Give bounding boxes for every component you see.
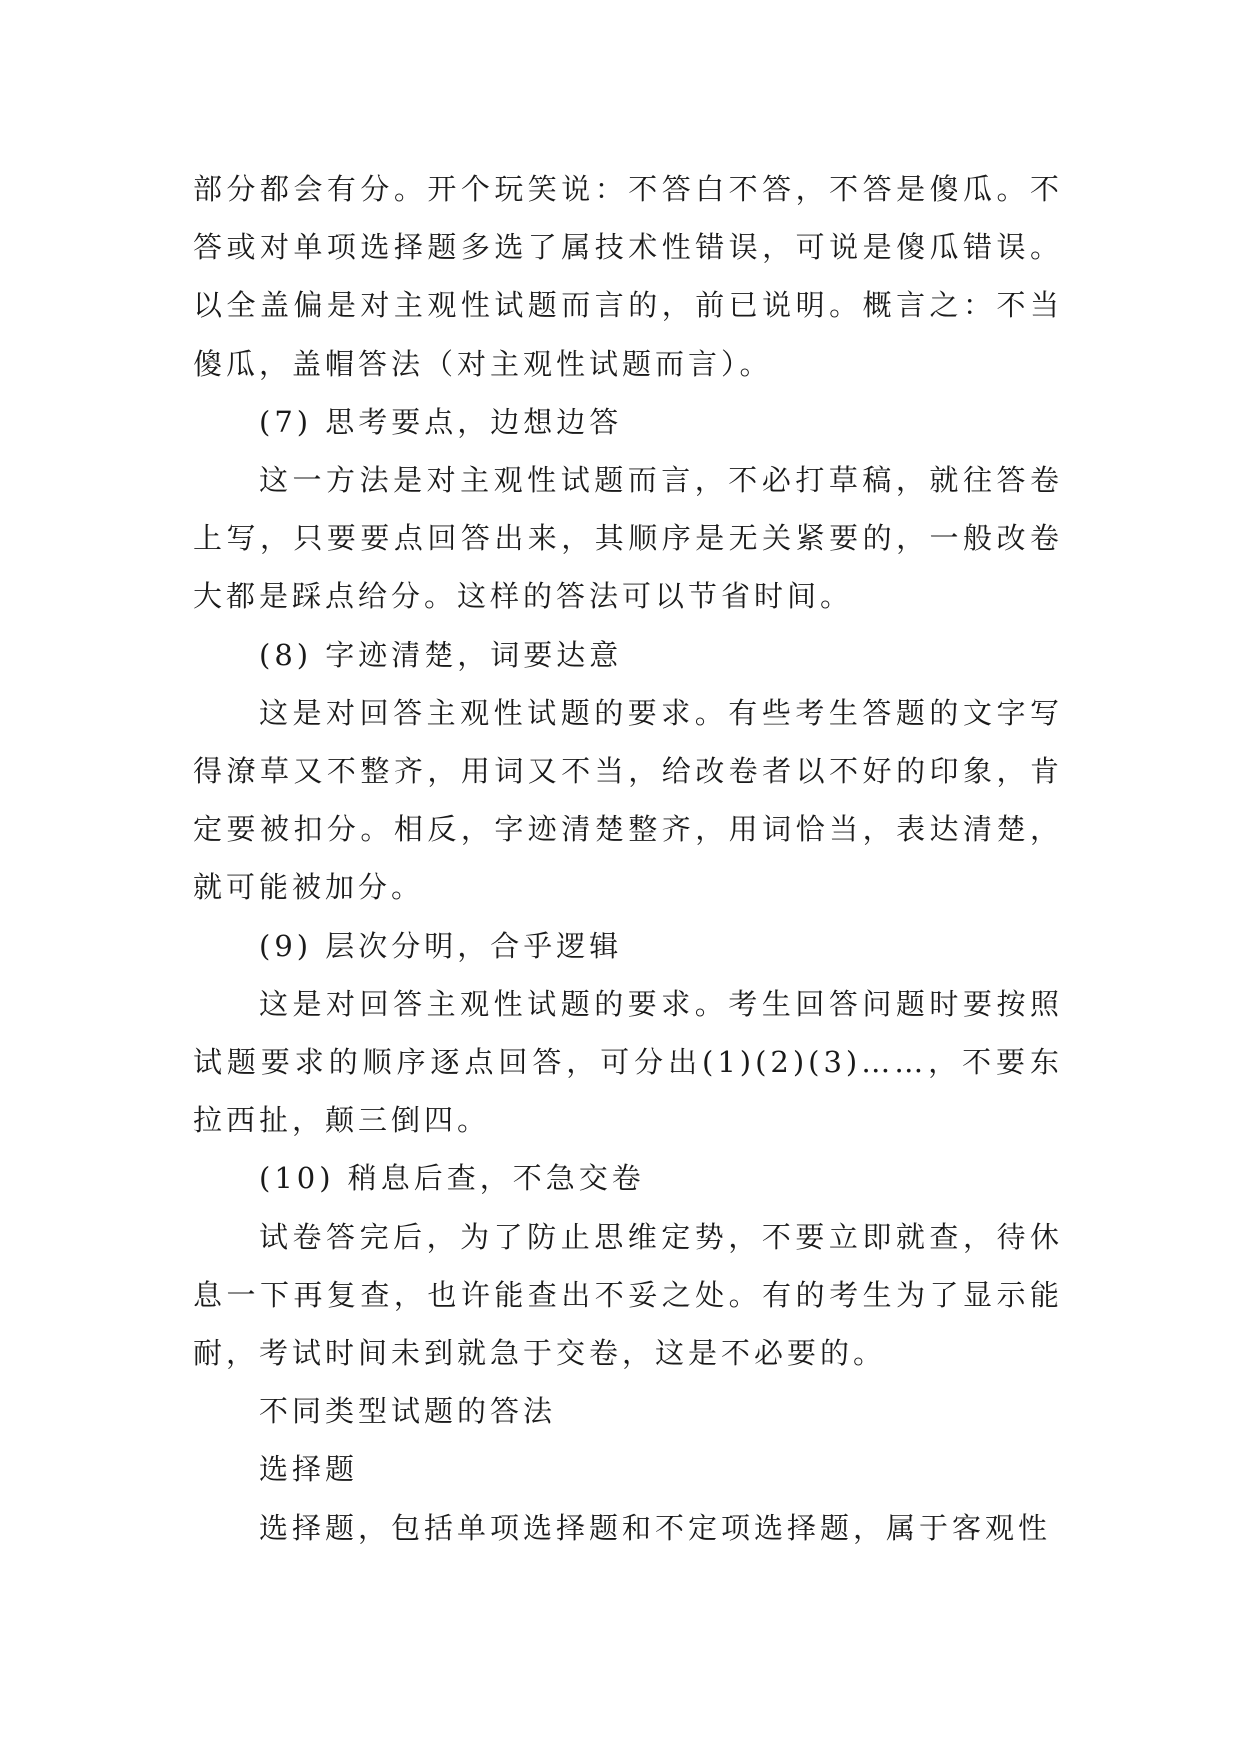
paragraph-item-8: 这是对回答主观性试题的要求。有些考生答题的文字写得潦草又不整齐，用词又不当，给改卷者以不好的印象，肯定要被扣分。相反，字迹清楚整齐，用词恰当，表达清楚，就可能被加分。 bbox=[193, 695, 1063, 905]
subsection-heading-multiple-choice: 选择题 bbox=[259, 1452, 359, 1487]
paragraph-item-9: 这是对回答主观性试题的要求。考生回答问题时要按照试题要求的顺序逐点回答，可分出(1)(2)(3)……，不要东拉西扯，颠三倒四。 bbox=[193, 986, 1063, 1138]
heading-item-8: (8) 字迹清楚，词要达意 bbox=[259, 637, 623, 672]
document-page bbox=[193, 160, 1063, 1557]
section-heading-answer-methods: 不同类型试题的答法 bbox=[259, 1394, 557, 1429]
paragraph-multiple-choice: 选择题，包括单项选择题和不定项选择题，属于客观性 bbox=[259, 1510, 1052, 1545]
paragraph-item-7: 这一方法是对主观性试题而言，不必打草稿，就往答卷上写，只要要点回答出来，其顺序是无关紧要的，一般改卷大都是踩点给分。这样的答法可以节省时间。 bbox=[193, 463, 1063, 614]
heading-item-10: (10) 稍息后查，不急交卷 bbox=[259, 1161, 645, 1196]
heading-item-9: (9) 层次分明，合乎逻辑 bbox=[259, 928, 623, 963]
heading-item-7: (7) 思考要点，边想边答 bbox=[259, 404, 623, 439]
paragraph-item-10: 试卷答完后，为了防止思维定势，不要立即就查，待休息一下再复查，也许能查出不妥之处。有的考生为了显示能耐，考试时间未到就急于交卷，这是不必要的。 bbox=[193, 1219, 1063, 1371]
paragraph-intro-continued: 部分都会有分。开个玩笑说：不答白不答，不答是傻瓜。不答或对单项选择题多选了属技术性错误，可说是傻瓜错误。以全盖偏是对主观性试题而言的，前已说明。概言之：不当傻瓜，盖帽答法（对主观性试题而言）。 bbox=[193, 172, 1063, 381]
